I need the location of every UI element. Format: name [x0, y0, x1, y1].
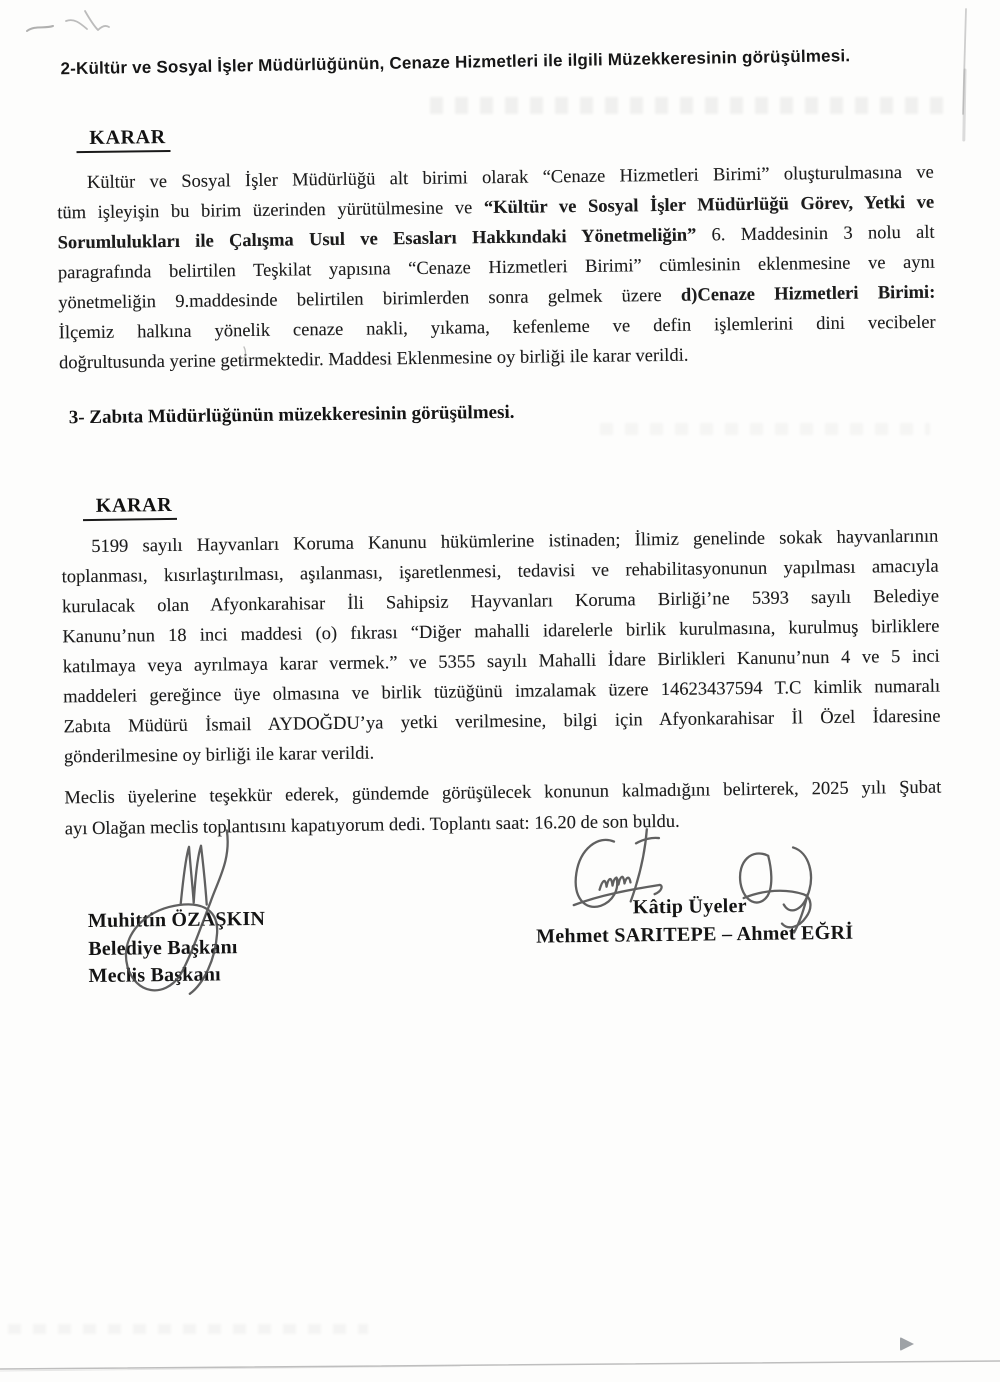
text-segment: 5199 sayılı Hayvanları Koruma Kanunu hükümlerine istinaden; İlimiz genelinde sokak hayvanlarının — [91, 526, 939, 557]
agenda-item-2-heading: 2-Kültür ve Sosyal İşler Müdürlüğünün, Cenaze Hizmetleri ile ilgili Müzekkeresinin görüşülmesi. — [60, 46, 851, 79]
signature-clerk2-drawing — [740, 847, 812, 933]
signature-block-left — [88, 906, 266, 991]
text-segment: maddeleri gereğince üye olmasına ve birlik tüzüğünü imzalamak üzere 14623437594 T.C kimlik numaralı — [63, 676, 941, 708]
decision-2-paragraph — [61, 522, 941, 773]
text-segment: Kültür ve Sosyal İşler Müdürlüğü alt birimi olarak “Cenaze Hizmetleri Birimi” oluşturulmasına ve — [86, 162, 934, 194]
signer-title-mayor: Belediye Başkanı — [88, 935, 238, 960]
text-segment: yönetmeliğin 9.maddesinde belirtilen birimlerden sonra gelmek üzere — [58, 285, 682, 314]
text-segment: tüm işleyişin bu birim üzerinden yürütülmesine ve — [57, 198, 485, 224]
text-segment: Kanunu’nun 18 inci maddesi (o) fıkrası “Diğer mahalli idarelerle birlik kurulmasına, kurulmuş birliklere — [62, 616, 940, 648]
agenda-item-3-heading: 3- Zabıta Müdürlüğünün müzekkeresinin görüşülmesi. — [68, 401, 515, 429]
closing-paragraph — [64, 773, 942, 846]
text-segment: Meclis üyelerine teşekkür ederek, gündemde görüşülecek konunun kalmadığını belirterek, 2025 yılı Şubat — [64, 777, 942, 809]
clerks-names: Mehmet SARITEPE – Ahmet EĞRİ — [536, 921, 854, 948]
bold-text-segment: “Kültür ve Sosyal İşler Müdürlüğü Görev, Yetki ve — [483, 192, 935, 219]
text-segment: ayı Olağan meclis toplantısını kapatıyorum dedi. Toplantı saat: 16.20 de son buldu. — [64, 811, 680, 840]
arrow-artifact-icon — [900, 1337, 914, 1351]
decision-1-karar-heading: KARAR — [76, 126, 171, 153]
text-segment: İlçemiz halkına yönelik cenaze nakli, yıkama, kefenleme ve defin işlemlerini dini vecibeler — [58, 312, 936, 344]
decision-1-paragraph — [57, 158, 937, 379]
text-segment: paragrafında belirtilen Teşkilat yapısına “Cenaze Hizmetleri Birimi” cümlesinin eklenmesine ve aynı — [57, 252, 936, 284]
text-segment: kurulacak olan Afyonkarahisar İli Sahipsiz Hayvanları Koruma Birliği’ne 5393 sayılı Belediye — [61, 586, 940, 618]
signer-title-council-chair: Meclis Başkanı — [88, 963, 221, 988]
bold-text-segment: Sorumlulukları ile Çalışma Usul ve Esasları Hakkındaki Yönetmeliğin” — [57, 225, 697, 254]
bold-text-segment: d)Cenaze Hizmetleri Birimi: — [680, 282, 936, 306]
text-segment: Zabıta Müdürü İsmail AYDOĞDU’ya yetki verilmesine, bilgi için Afyonkarahisar İl Özel İdaresine — [63, 706, 941, 738]
text-segment: gönderilmesine oy birliği ile karar verildi. — [63, 743, 375, 768]
text-segment: doğrultusunda yerine getirmektedir. Maddesi Eklenmesine oy birliği ile karar verildi. — [58, 345, 689, 374]
text-segment: toplanması, kısırlaştırılması, aşılanması, işaretlenmesi, tedavisi ve rehabilitasyonunun yapılması amacıyla — [61, 556, 939, 588]
text-segment: 6. Maddesinin 3 nolu alt — [696, 222, 935, 246]
clerks-role-label: Kâtip Üyeler — [632, 895, 748, 919]
text-segment: katılmaya veya ayrılmaya karar vermek.” ve 5355 sayılı Mahalli İdare Birlikleri Kanunu’nun 4 ve 5 inci — [62, 646, 940, 678]
decision-2-karar-heading: KARAR — [83, 494, 178, 521]
signer-name: Muhittin ÖZAŞKIN — [87, 907, 266, 933]
